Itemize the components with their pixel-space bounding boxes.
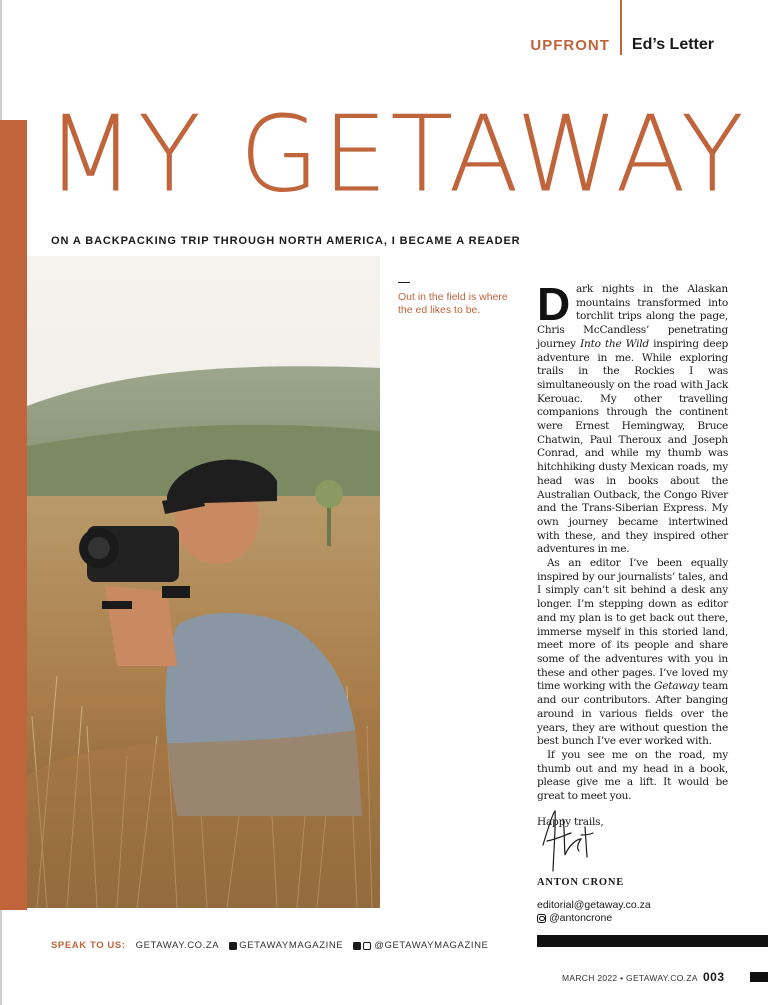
section-label: UPFRONT (530, 37, 610, 54)
article-p1-start: ark nights in the Alaskan mountains transformed into torchlit trips along the page, Chris McCandless’ penetrating journey (537, 283, 728, 350)
speak-to-us-label: SPEAK TO US: (51, 940, 126, 951)
page-title (46, 93, 747, 217)
article-p1-end: inspiring deep adventure in me. While exploring trails in the Rockies I was simultaneously on the road with Jack Kerouac. My other travelling companions through the continent were Ernest Hemingway, Bruce Chatwin, Paul Theroux and Joseph Conrad, and while my thumb was hitchhiking dusty Mexican roads, my head was in books about the Australian Outback, the Congo River and the Trans-Siberian Express. My own journey became intertwined with these, and they inspired other adventures in me. (537, 337, 728, 556)
website-link[interactable]: GETAWAY.CO.ZA (135, 940, 220, 951)
article-paragraph-1 (537, 278, 728, 557)
folio-date: MARCH 2022 • GETAWAY.CO.ZA (562, 973, 698, 983)
page-number: 003 (703, 970, 725, 984)
facebook-handle: GETAWAYMAGAZINE (239, 940, 344, 951)
twitter-icon (353, 942, 361, 950)
page-title-text: MY GETAWAY (46, 93, 747, 217)
author-instagram[interactable] (537, 912, 612, 924)
header-divider (620, 0, 622, 55)
article-body (537, 278, 728, 829)
drop-cap: D (537, 278, 570, 330)
folio-bar (750, 972, 768, 982)
article-paragraph-2 (537, 557, 728, 749)
facebook-icon (229, 942, 237, 950)
signature (537, 805, 607, 875)
article-p2-start: As an editor I’ve been equally inspired by our journalists’ tales, and I simply can’t sit behind a desk any longer. I’m stepping down as editor and my plan is to get back out there, immerse myself in this storied land, meet more of its people and share some of the adventures with you in these and other pages. I’ve loved my time working with the (537, 557, 728, 693)
footer-bar (537, 935, 768, 947)
social-handle: @GETAWAYMAGAZINE (374, 940, 489, 951)
article-p2-end: team and our contributors. After banging around in various fields over the years, they are without question the best bunch I’ve ever worked with. (537, 680, 728, 748)
subsection-label: Ed’s Letter (631, 36, 714, 53)
book-title: Into the Wild (580, 337, 649, 350)
caption-dash (398, 282, 410, 283)
sign-off: Happy trails, (537, 815, 604, 828)
instagram-icon (537, 914, 546, 923)
standfirst: ON A BACKPACKING TRIP THROUGH NORTH AMERICA, I BECAME A READER (51, 235, 521, 247)
contact-footer (51, 940, 489, 951)
author-email-link[interactable]: editorial@getaway.co.za (537, 899, 651, 911)
instagram-icon (363, 942, 371, 950)
magazine-name: Getaway (653, 680, 699, 693)
running-header (530, 0, 714, 62)
article-paragraph-3: If you see me on the road, my thumb out and my head in a book, please give me a lift. It would be great to meet you. (537, 748, 728, 803)
accent-bar (0, 120, 27, 910)
editor-photo-illustration (27, 256, 380, 908)
twitter-instagram-link[interactable] (353, 940, 488, 951)
facebook-link[interactable] (229, 940, 343, 951)
editor-photo (27, 256, 380, 908)
author-instagram-handle: @antoncrone (549, 912, 613, 924)
author-name: ANTON CRONE (537, 877, 625, 888)
photo-caption: Out in the field is where the ed likes to be. (398, 291, 508, 316)
